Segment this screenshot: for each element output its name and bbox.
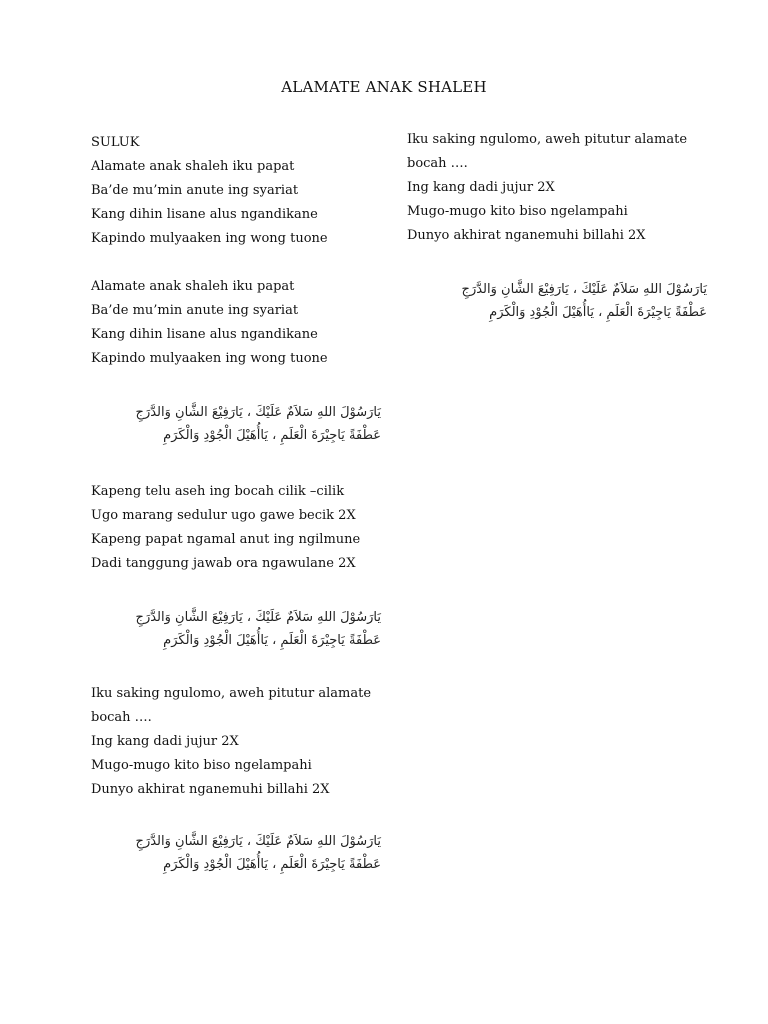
lyric-line: Alamate anak shaleh iku papat: [91, 159, 295, 174]
arabic-refrain: [407, 278, 707, 324]
lyric-line: Iku saking ngulomo, aweh pitutur alamate: [91, 686, 372, 701]
stanza-gap: [91, 576, 381, 606]
stanza-1: [91, 155, 381, 251]
arabic-line: عَطْفَةً يَاجِيْرَةَ الْعَلَمِ ، يَاأُهَيْلَ الْجُوْدِ وَالْكَرَمِ: [163, 857, 381, 872]
lyric-line: Kang dihin lisane alus ngandikane: [91, 327, 318, 342]
left-column: [91, 131, 381, 876]
arabic-refrain: [91, 401, 381, 447]
arabic-line: يَارَسُوْلَ اللهِ سَلاَمٌ عَلَيْكَ ، يَارَفِيْعَ الشَّانِ وَالدَّرَجِ: [461, 282, 707, 297]
arabic-refrain: [91, 606, 381, 652]
stanza-gap: [91, 652, 381, 682]
stanza-4: [91, 682, 381, 802]
lyric-line: Kapindo mulyaaken ing wong tuone: [91, 231, 328, 246]
stanza-gap: [91, 447, 381, 480]
arabic-line: يَارَسُوْلَ اللهِ سَلاَمٌ عَلَيْكَ ، يَارَفِيْعَ الشَّانِ وَالدَّرَجِ: [135, 834, 381, 849]
arabic-line: عَطْفَةً يَاجِيْرَةَ الْعَلَمِ ، يَاأُهَيْلَ الْجُوْدِ وَالْكَرَمِ: [489, 305, 707, 320]
document-title: ALAMATE ANAK SHALEH: [281, 78, 487, 96]
lyric-line: Mugo-mugo kito biso ngelampahi: [91, 758, 312, 773]
lyric-line: Ba’de mu’min anute ing syariat: [91, 303, 299, 318]
arabic-line: عَطْفَةً يَاجِيْرَةَ الْعَلَمِ ، يَاأُهَيْلَ الْجُوْدِ وَالْكَرَمِ: [163, 428, 381, 443]
stanza-gap: [91, 251, 381, 275]
arabic-line: عَطْفَةً يَاجِيْرَةَ الْعَلَمِ ، يَاأُهَيْلَ الْجُوْدِ وَالْكَرَمِ: [163, 633, 381, 648]
stanza-3: [91, 480, 381, 576]
lyric-line: Kapeng papat ngamal anut ing ngilmune: [91, 532, 361, 547]
lyric-line: Kang dihin lisane alus ngandikane: [91, 207, 318, 222]
arabic-refrain: [91, 830, 381, 876]
section-heading: SULUK: [91, 135, 140, 150]
lyric-line: Ing kang dadi jujur 2X: [407, 180, 555, 195]
lyric-line: Kapeng telu aseh ing bocah cilik –cilik: [91, 484, 345, 499]
right-column: [407, 128, 707, 324]
lyric-line: Dunyo akhirat nganemuhi billahi 2X: [91, 782, 330, 797]
stanza-gap: [91, 802, 381, 830]
lyric-line: Dadi tanggung jawab ora ngawulane 2X: [91, 556, 356, 571]
lyric-line: Kapindo mulyaaken ing wong tuone: [91, 351, 328, 366]
lyric-line: bocah ….: [91, 710, 152, 725]
stanza-gap: [407, 248, 707, 278]
stanza-gap: [91, 371, 381, 401]
lyric-line: Iku saking ngulomo, aweh pitutur alamate: [407, 132, 688, 147]
lyric-line: Mugo-mugo kito biso ngelampahi: [407, 204, 628, 219]
arabic-line: يَارَسُوْلَ اللهِ سَلاَمٌ عَلَيْكَ ، يَارَفِيْعَ الشَّانِ وَالدَّرَجِ: [135, 405, 381, 420]
stanza-2: [91, 275, 381, 371]
stanza-right: [407, 128, 707, 248]
lyric-line: Dunyo akhirat nganemuhi billahi 2X: [407, 228, 646, 243]
arabic-line: يَارَسُوْلَ اللهِ سَلاَمٌ عَلَيْكَ ، يَارَفِيْعَ الشَّانِ وَالدَّرَجِ: [135, 610, 381, 625]
lyric-line: Alamate anak shaleh iku papat: [91, 279, 295, 294]
lyric-line: Ba’de mu’min anute ing syariat: [91, 183, 299, 198]
lyric-line: Ing kang dadi jujur 2X: [91, 734, 239, 749]
lyric-line: bocah ….: [407, 156, 468, 171]
lyric-line: Ugo marang sedulur ugo gawe becik 2X: [91, 508, 356, 523]
